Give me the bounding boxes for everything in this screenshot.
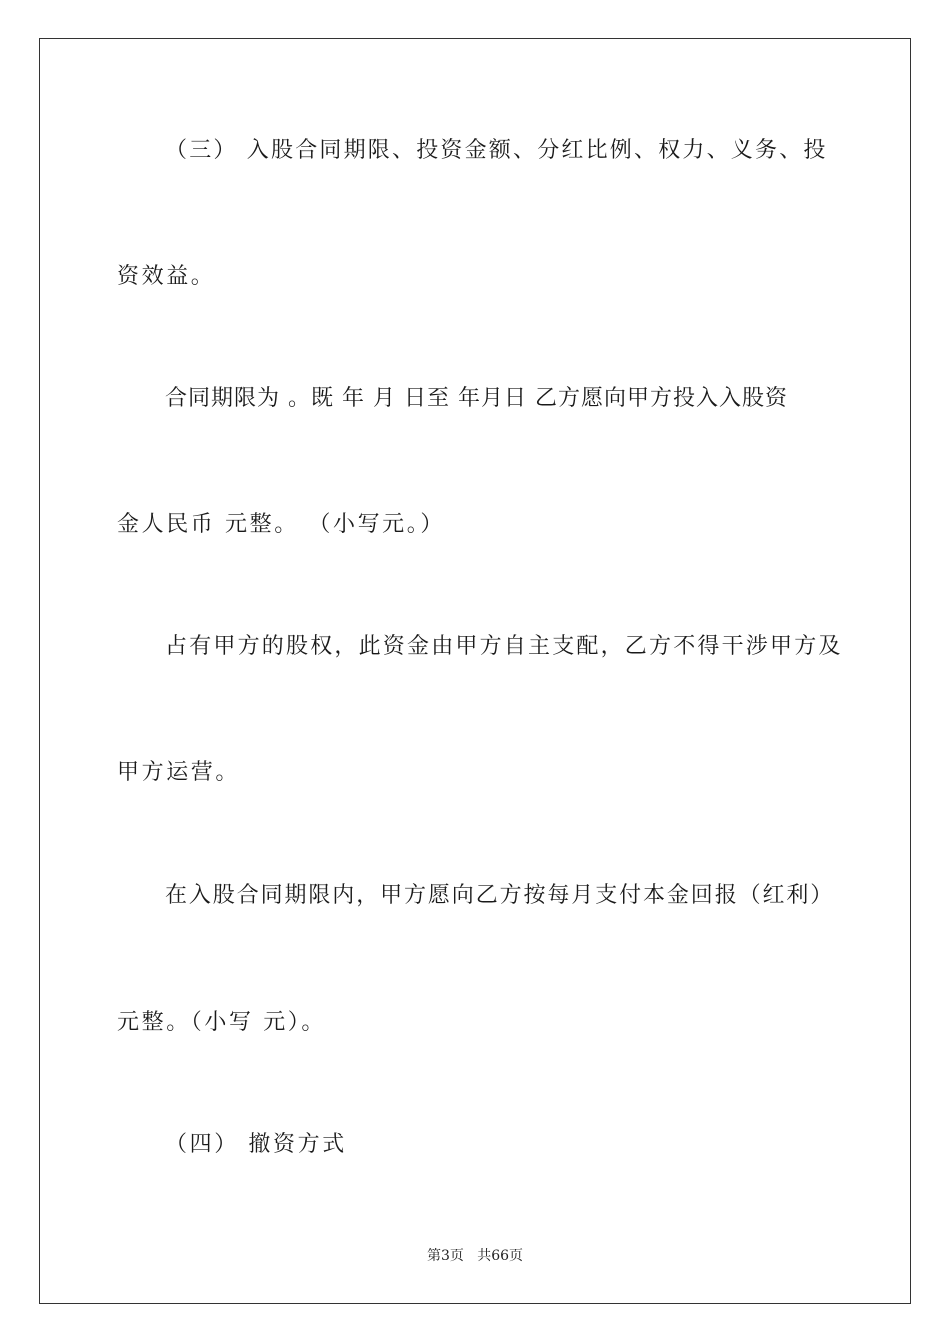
paragraph-line: 资效益。 [117, 264, 216, 289]
paragraph-line: 甲方运营。 [117, 760, 241, 785]
paragraph-line: 在入股合同期限内，甲方愿向乙方按每月支付本金回报（红利） [165, 883, 835, 908]
paragraph-line: 占有甲方的股权，此资金由甲方自主支配，乙方不得干涉甲方及 [165, 634, 843, 659]
page-frame [39, 38, 911, 1304]
paragraph-line: （三） 入股合同期限、投资金额、分红比例、权力、义务、投 [165, 138, 828, 163]
page-number-footer: 第3页 共66页 [426, 1248, 524, 1264]
paragraph-line: 元整。（小写 元）。 [117, 1010, 326, 1035]
paragraph-line: 合同期限为 。既 年 月 日至 年月日 乙方愿向甲方投入入股资 [165, 386, 788, 411]
paragraph-line: 金人民币 元整。 （小写元。） [117, 512, 445, 537]
section-heading: （四） 撤资方式 [165, 1132, 347, 1157]
